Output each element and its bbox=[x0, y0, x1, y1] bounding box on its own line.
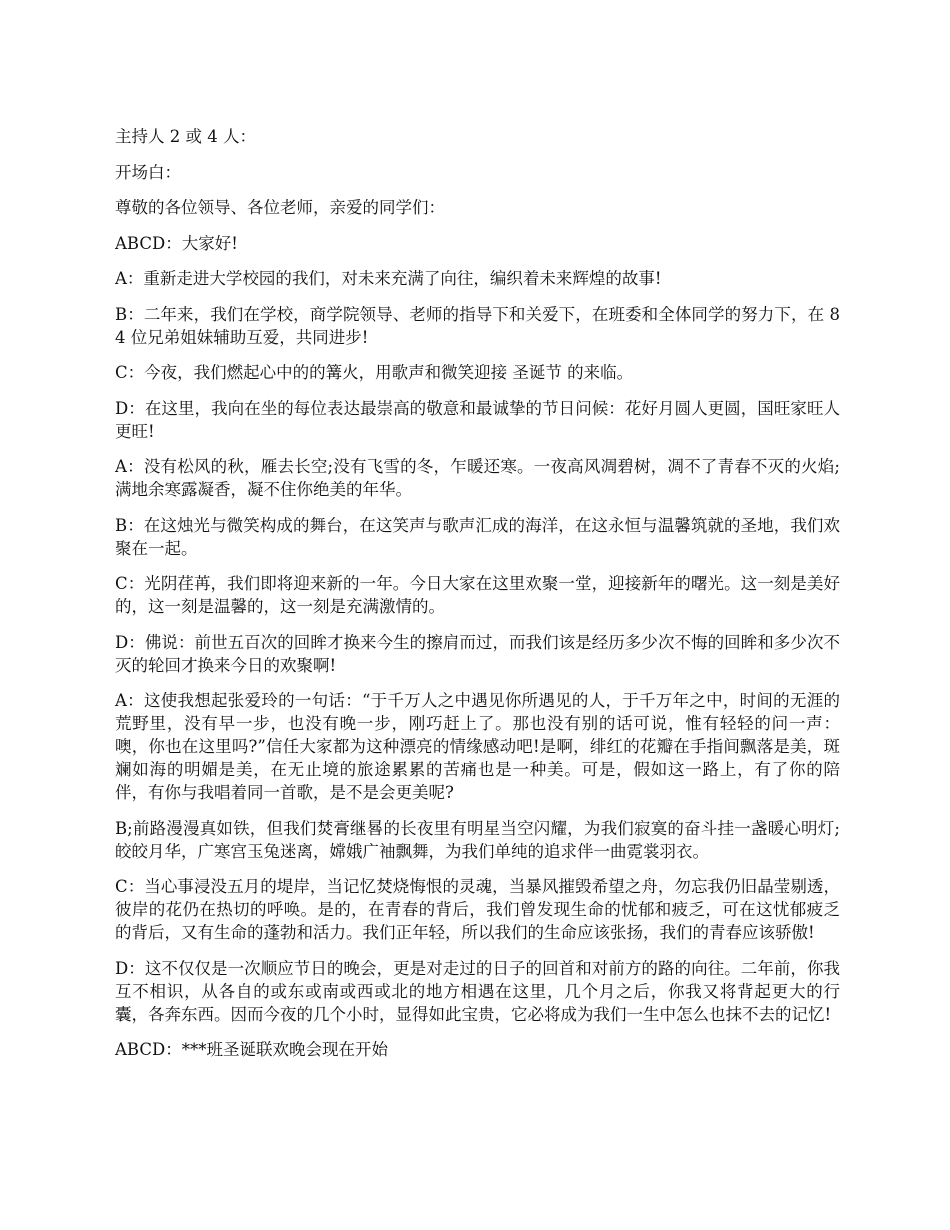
dialogue-paragraph: A：没有松风的秋，雁去长空;没有飞雪的冬，乍暖还寒。一夜高风凋碧树，凋不了青春不灭的火焰;满地余寒露凝香，凝不住你绝美的年华。 bbox=[115, 457, 840, 499]
dialogue-paragraph: B：在这烛光与微笑构成的舞台，在这笑声与歌声汇成的海洋，在这永恒与温馨筑就的圣地，我们欢聚在一起。 bbox=[115, 515, 840, 558]
dialogue-paragraph: D：佛说：前世五百次的回眸才换来今生的擦肩而过，而我们该是经历多少次不悔的回眸和多少次不灭的轮回才换来今日的欢聚啊! bbox=[115, 632, 840, 675]
dialogue-paragraph: B;前路漫漫真如铁，但我们焚膏继晷的长夜里有明星当空闪耀，为我们寂寞的奋斗挂一盏暖心明灯;皎皎月华，广寒宫玉兔迷离，嫦娥广袖飘舞，为我们单纯的追求伴一曲霓裳羽衣。 bbox=[115, 818, 840, 861]
dialogue-paragraph: ABCD：大家好! bbox=[115, 233, 238, 253]
dialogue-paragraph: D：在这里，我向在坐的每位表达最崇高的敬意和最诚挚的节日问候：花好月圆人更圆，国旺家旺人更旺! bbox=[115, 398, 840, 441]
dialogue-paragraph: C：光阴荏苒，我们即将迎来新的一年。今日大家在这里欢聚一堂，迎接新年的曙光。这一刻是美好的，这一刻是温馨的，这一刻是充满激情的。 bbox=[115, 574, 840, 616]
dialogue-paragraph: B：二年来，我们在学校，商学院领导、老师的指导下和关爱下，在班委和全体同学的努力下，在 84 位兄弟姐妹辅助互爱，共同进步! bbox=[115, 304, 840, 347]
opening-heading: 开场白： bbox=[115, 162, 181, 182]
dialogue-paragraph: A：这使我想起张爱玲的一句话：“于千万人之中遇见你所遇见的人，于千万年之中，时间的无涯的荒野里，没有早一步，也没有晚一步，刚巧赶上了。那也没有别的话可说，惟有轻轻的问一声：噢，你也在这里吗?”信任大家都为这种漂亮的情缘感动吧!是啊，绯红的花瓣在手指间飘落是美，斑斓如海的明媚是美，在无止境的旅途累累的苦痛也是一种美。可是，假如这一路上，有了你的陪伴，有你与我唱着同一首歌，是不是会更美呢? bbox=[115, 691, 840, 802]
salutation-line: 尊敬的各位领导、各位老师，亲爱的同学们： bbox=[115, 198, 445, 217]
dialogue-paragraph: A：重新走进大学校园的我们，对未来充满了向往，编织着未来辉煌的故事! bbox=[115, 269, 662, 288]
host-count-line: 主持人 2 或 4 人： bbox=[115, 127, 256, 146]
dialogue-paragraph: C：当心事浸没五月的堤岸，当记忆焚烧悔恨的灵魂，当暴风摧毁希望之舟，勿忘我仍旧晶莹剔透，彼岸的花仍在热切的呼唤。是的，在青春的背后，我们曾发现生命的忧郁和疲乏，可在这忧郁疲乏的背后，又有生命的蓬勃和活力。我们正年轻，所以我们的生命应该张扬，我们的青春应该骄傲! bbox=[115, 877, 840, 942]
document-page bbox=[115, 125, 840, 1074]
closing-line: ABCD：***班圣诞联欢晚会现在开始 bbox=[115, 1040, 388, 1059]
dialogue-paragraph: D：这不仅仅是一次顺应节日的晚会，更是对走过的日子的回首和对前方的路的向往。二年前，你我互不相识，从各自的或东或南或西或北的地方相遇在这里，几个月之后，你我又将背起更大的行囊，各奔东西。因而今夜的几个小时，显得如此宝贵，它必将成为我们一生中怎么也抹不去的记忆! bbox=[115, 958, 840, 1024]
dialogue-paragraph: C：今夜，我们燃起心中的的篝火，用歌声和微笑迎接 圣诞节 的来临。 bbox=[115, 363, 634, 382]
